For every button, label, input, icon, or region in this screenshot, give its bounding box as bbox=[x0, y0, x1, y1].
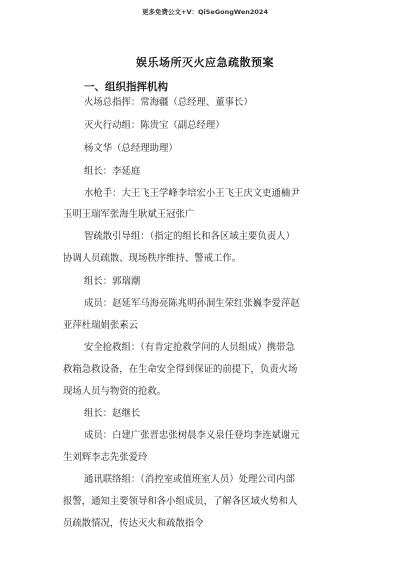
body-line-members-1b: 亚萍杜瑞娟张素云 bbox=[63, 320, 139, 331]
body-line-rescue-group: 安全抢救组：（有肯定抢救学问的人员组成）携带急 bbox=[84, 342, 295, 353]
body-line-nozzlemen-1: 水枪手：大王飞王学峰李培宏小王飞王庆文吏通楠尹 bbox=[84, 188, 300, 199]
body-line-rescue-duty-2: 现场人员与物资的抢救。 bbox=[63, 386, 167, 397]
body-line-leader-1: 组长：李延庭 bbox=[84, 166, 141, 177]
body-line-rescue-duty-1: 救箱急救设备，在生命安全得到保证的前提下，负责火场 bbox=[63, 364, 298, 375]
body-line-leader-3: 组长：赵继长 bbox=[84, 408, 141, 419]
header-watermark: 更多免费公文+V：QiSeGongWen2024 bbox=[142, 8, 268, 16]
body-line-members-1a: 成员：赵延军马海亮陈兆明孙洞生荣红张巍李爱萍赵 bbox=[84, 298, 300, 309]
body-line-members-2b: 生刘辉李志先张爱玲 bbox=[63, 452, 148, 463]
section-heading: 一、组织指挥机构 bbox=[84, 81, 168, 93]
body-line-fire-commander: 火场总指挥：常海疆（总经理、董事长） bbox=[84, 97, 253, 108]
body-line-evacuation-duty: 协调人员疏散、现场秩序维持、警戒工作。 bbox=[63, 253, 242, 264]
body-line-comms-duty-2: 员疏散情况，传达灭火和疏散指令 bbox=[63, 518, 204, 529]
body-line-evacuation-group: 智疏散引导组：（指定的组长和各区域主要负责人） bbox=[84, 231, 295, 242]
body-line-members-2a: 成员：白建广张晋忠张树晨李义泉任登均李连斌谢元 bbox=[84, 430, 300, 441]
body-line-comms-duty-1: 报警，通知主要领导和各小组成员，了解各区域火势和人 bbox=[63, 496, 298, 507]
body-line-comms-group: 通讯联络组：（消控室或值班室人员）处理公司内部 bbox=[84, 474, 295, 485]
body-line-nozzlemen-2: 玉明王瑞军张海生耿斌王冠张广 bbox=[63, 209, 195, 220]
body-line-firefighting-group: 灭火行动组：陈贵宝（副总经理） bbox=[84, 120, 225, 131]
body-line-assistant: 杨文华（总经理助理） bbox=[84, 143, 178, 154]
document-title: 娱乐场所灭火应急疏散预案 bbox=[136, 56, 274, 69]
body-line-leader-2: 组长：郭瑞潮 bbox=[84, 276, 141, 287]
